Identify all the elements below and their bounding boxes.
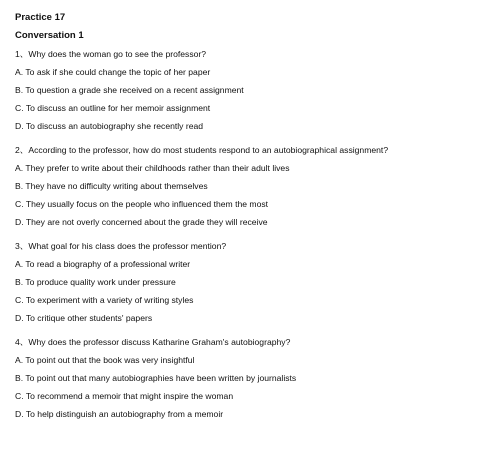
option-a: A. They prefer to write about their childhoods rather than their adult lives	[15, 163, 290, 173]
option-b: B. To point out that many autobiographies have been written by journalists	[15, 373, 297, 383]
question-4	[15, 336, 495, 420]
question-stem: 1、Why does the woman go to see the professor?	[15, 49, 207, 59]
question-stem: 2、According to the professor, how do most students respond to an autobiographical assignment?	[15, 145, 389, 155]
option-d: D. To discuss an autobiography she recently read	[15, 121, 204, 131]
option-c: C. To discuss an outline for her memoir assignment	[15, 103, 211, 113]
option-a: A. To point out that the book was very insightful	[15, 355, 195, 365]
option-c: C. They usually focus on the people who influenced them the most	[15, 199, 269, 209]
practice-title: Practice 17	[15, 12, 66, 23]
option-b: B. To produce quality work under pressure	[15, 277, 176, 287]
option-a: A. To read a biography of a professional writer	[15, 259, 191, 269]
option-c: C. To recommend a memoir that might inspire the woman	[15, 391, 234, 401]
question-stem: 3、What goal for his class does the professor mention?	[15, 241, 227, 251]
question-3	[15, 240, 495, 324]
option-b: B. To question a grade she received on a recent assignment	[15, 85, 244, 95]
document-page	[15, 12, 495, 426]
option-a: A. To ask if she could change the topic of her paper	[15, 67, 211, 77]
question-2	[15, 144, 495, 228]
question-stem: 4、Why does the professor discuss Katharine Graham's autobiography?	[15, 337, 291, 347]
option-d: D. To critique other students' papers	[15, 313, 153, 323]
conversation-title: Conversation 1	[15, 30, 84, 41]
option-d: D. To help distinguish an autobiography from a memoir	[15, 409, 224, 419]
option-d: D. They are not overly concerned about the grade they will receive	[15, 217, 268, 227]
question-1	[15, 48, 495, 132]
option-c: C. To experiment with a variety of writing styles	[15, 295, 194, 305]
option-b: B. They have no difficulty writing about themselves	[15, 181, 208, 191]
